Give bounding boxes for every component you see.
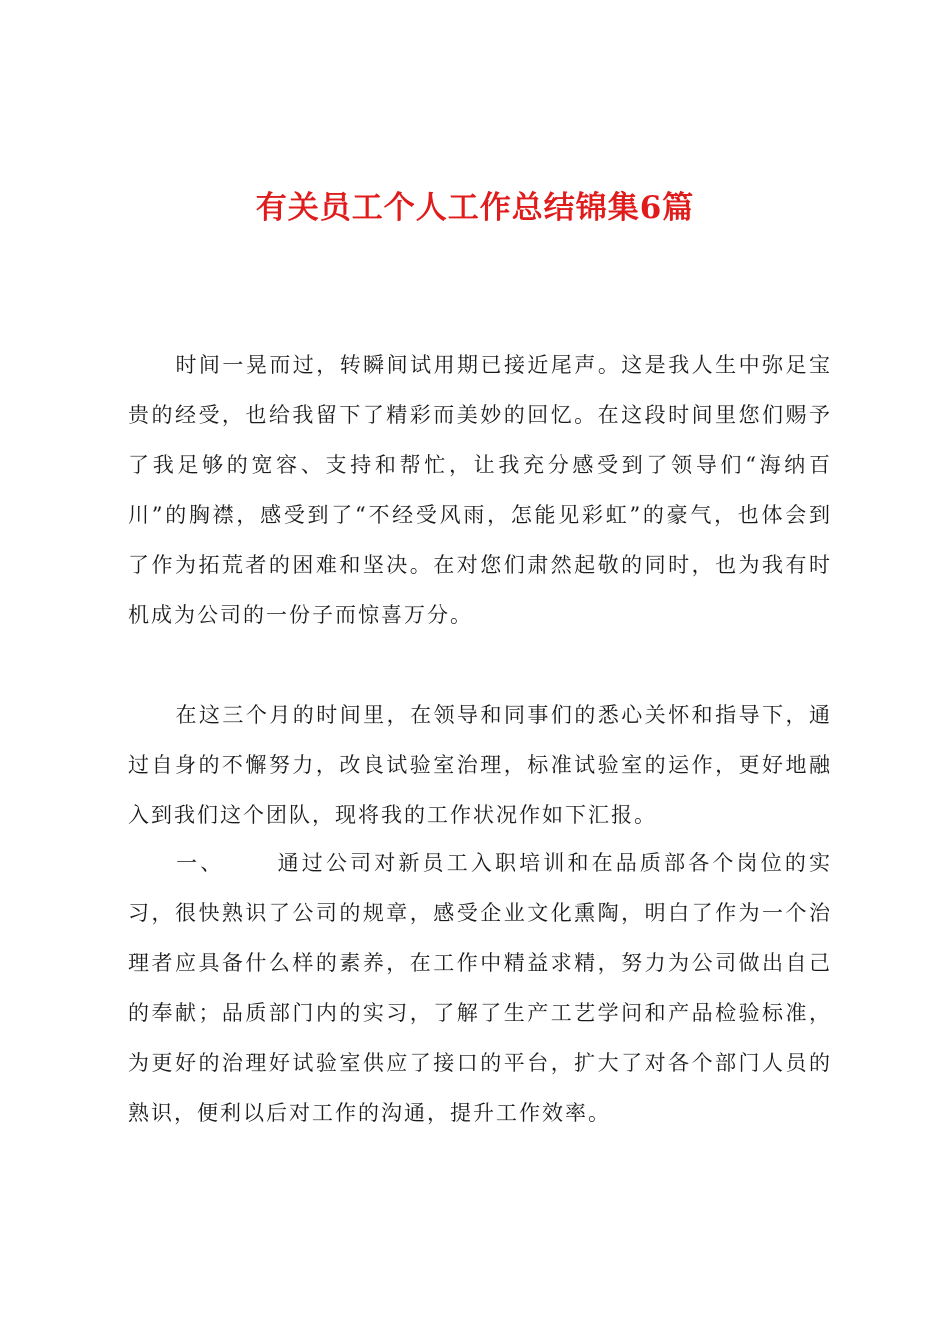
paragraph-3 bbox=[128, 838, 832, 1138]
paragraph-1-text: 时间一晃而过，转瞬间试用期已接近尾声。这是我人生中弥足宝贵的经受，也给我留下了精彩而美妙的回忆。在这段时间里您们赐予了我足够的宽容、支持和帮忙，让我充分感受到了领导们“海纳百川”的胸襟，感受到了“不经受风雨，怎能见彩虹”的豪气，也体会到了作为拓荒者的困难和坚决。在对您们肃然起敬的同时，也为我有时机成为公司的一份子而惊喜万分。 bbox=[128, 353, 832, 627]
document-title: 有关员工个人工作总结锦集6篇 bbox=[255, 190, 695, 226]
paragraph-2 bbox=[128, 690, 832, 840]
paragraph-1 bbox=[128, 340, 832, 640]
paragraph-2-text: 在这三个月的时间里，在领导和同事们的悉心关怀和指导下，通过自身的不懈努力，改良试验室治理，标准试验室的运作，更好地融入到我们这个团队，现将我的工作状况作如下汇报。 bbox=[128, 703, 832, 827]
list-marker: 一、 bbox=[175, 851, 225, 875]
paragraph-3-text: 通过公司对新员工入职培训和在品质部各个岗位的实习，很快熟识了公司的规章，感受企业文化熏陶，明白了作为一个治理者应具备什么样的素养，在工作中精益求精，努力为公司做出自己的奉献；品质部门内的实习，了解了生产工艺学问和产品检验标准，为更好的治理好试验室供应了接口的平台，扩大了对各个部门人员的熟识，便利以后对工作的沟通，提升工作效率。 bbox=[128, 851, 833, 1125]
